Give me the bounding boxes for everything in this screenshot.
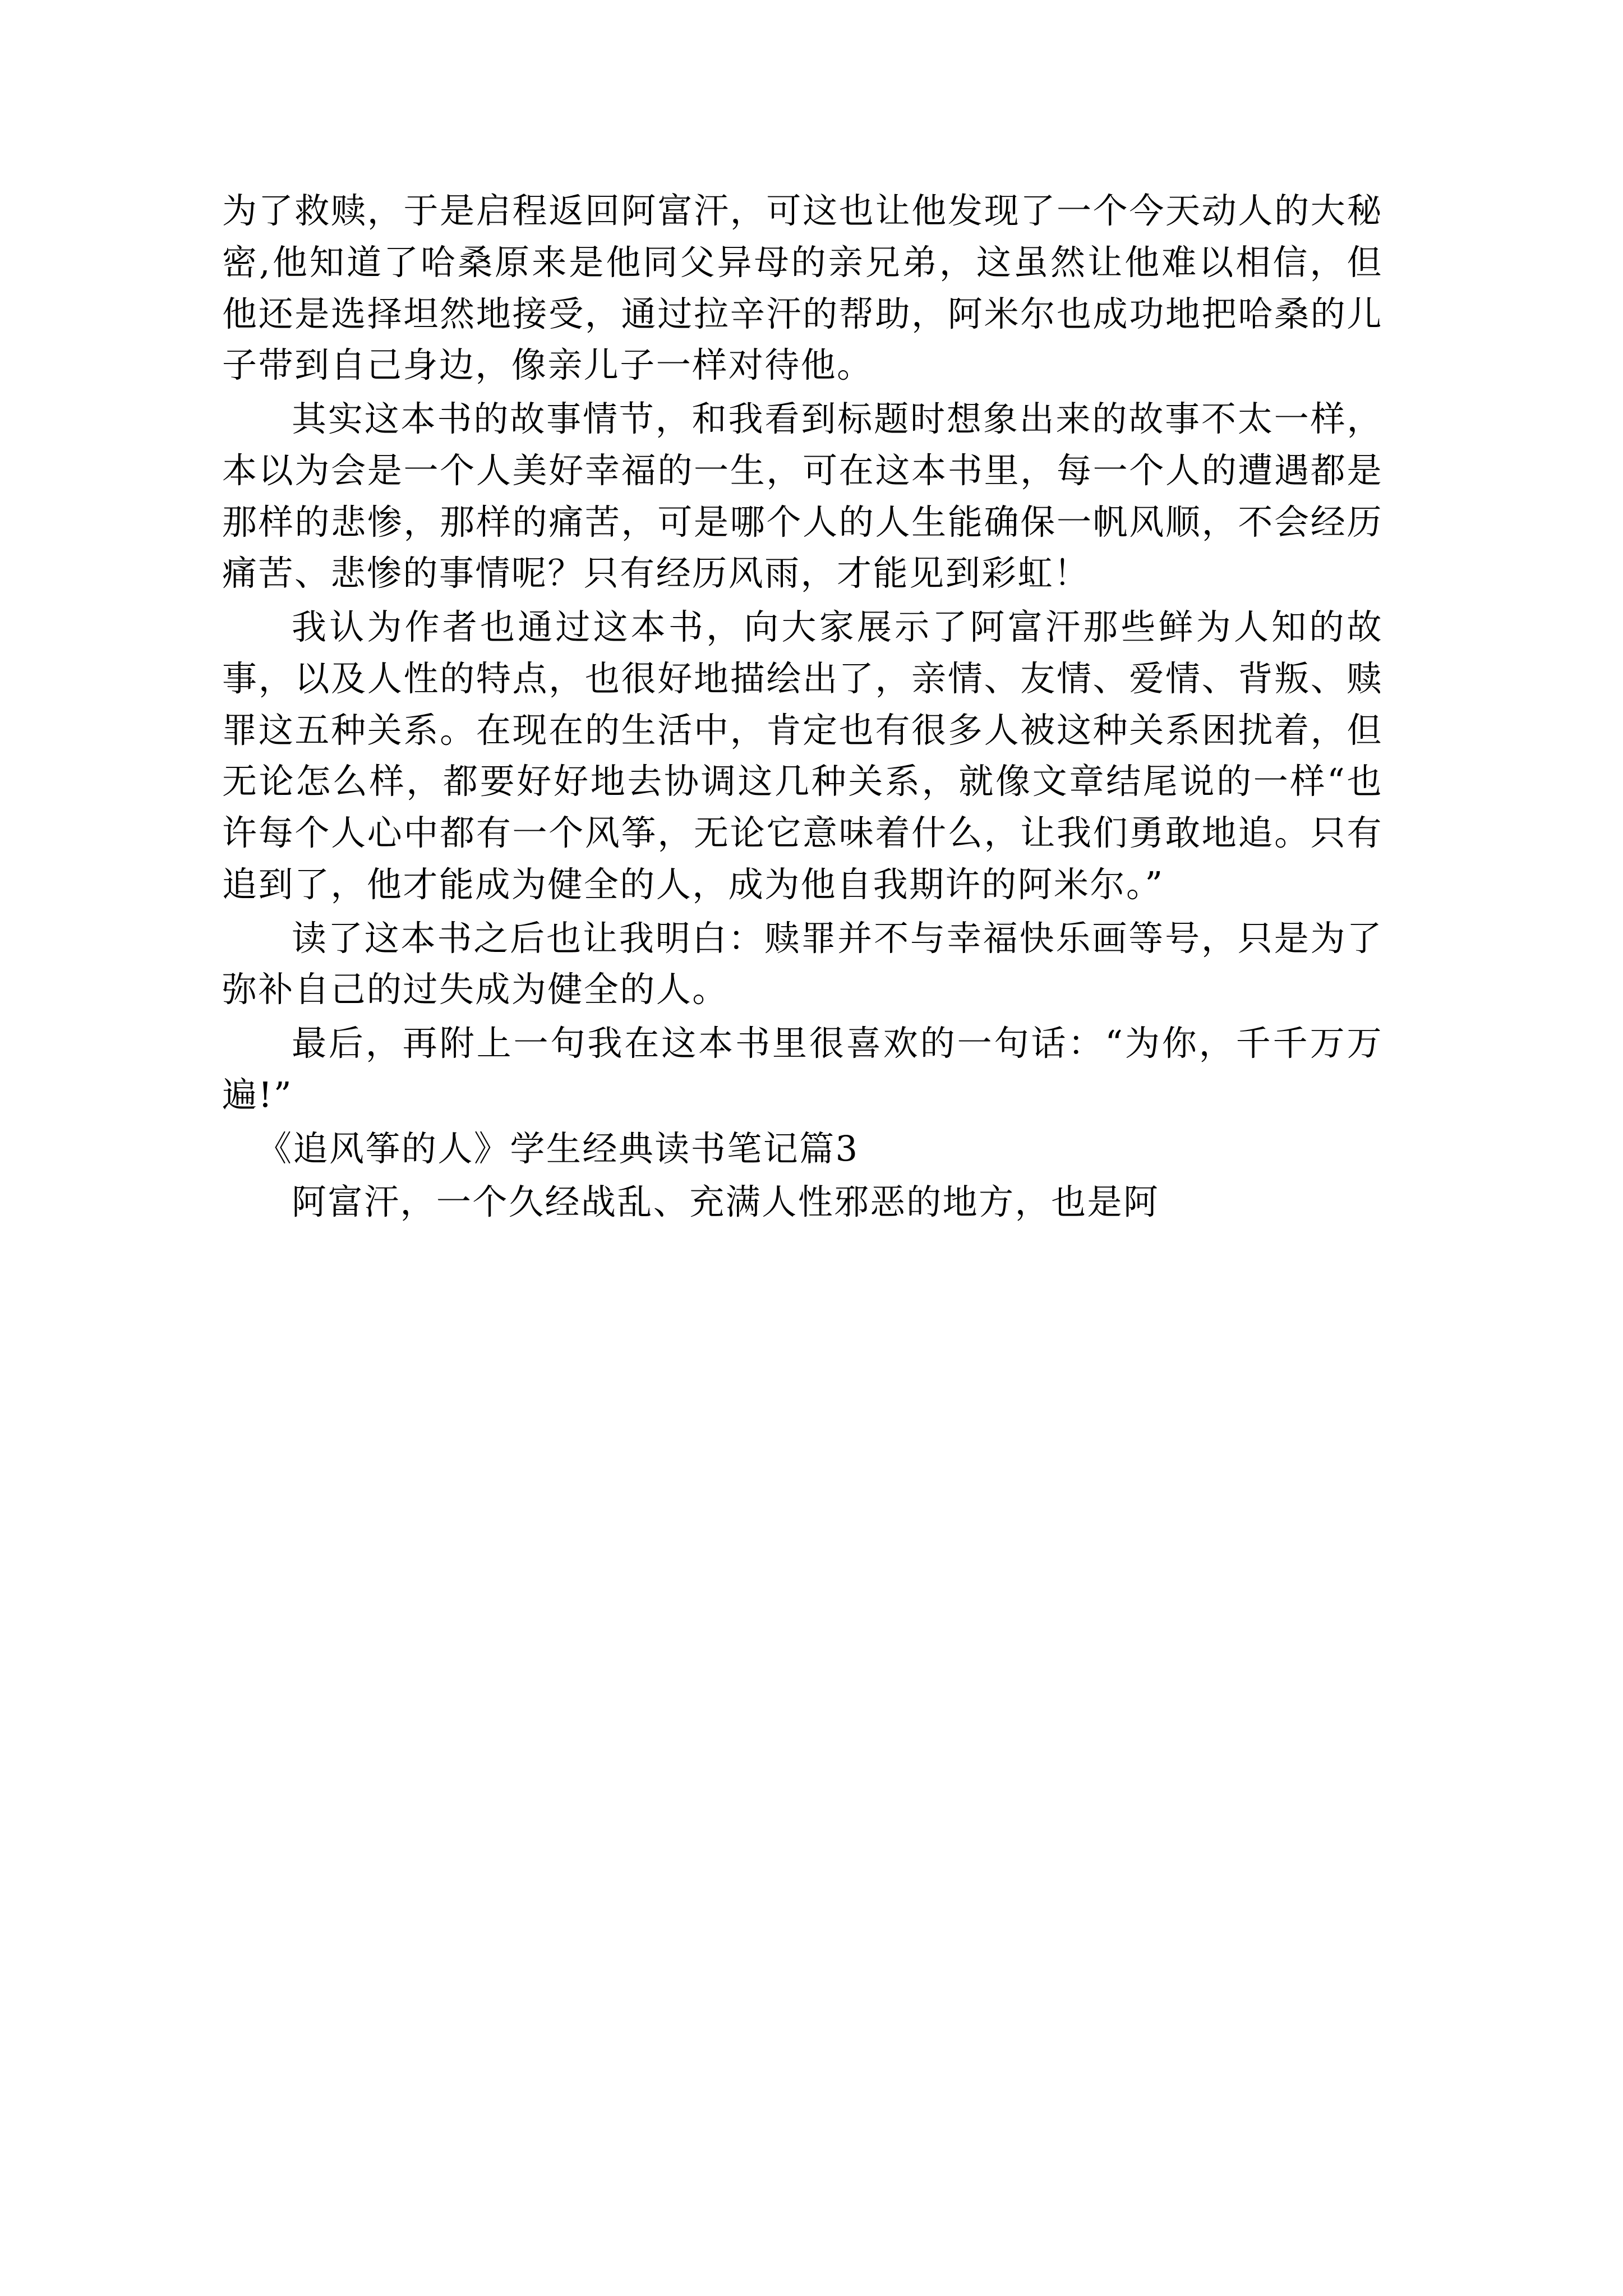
paragraph-2: 其实这本书的故事情节，和我看到标题时想象出来的故事不太一样，本以为会是一个人美好幸福的一生，可在这本书里，每一个人的遭遇都是那样的悲惨，那样的痛苦，可是哪个人的人生能确保一帆风顺，不会经历痛苦、悲惨的事情呢？只有经历风雨，才能见到彩虹！	[222, 398, 1383, 594]
document-body	[222, 185, 1383, 1230]
paragraph-1: 为了救赎，于是启程返回阿富汗，可这也让他发现了一个今天动人的大秘密,他知道了哈桑原来是他同父异母的亲兄弟，这虽然让他难以相信，但他还是选择坦然地接受，通过拉辛汗的帮助，阿米尔也成功地把哈桑的儿子带到自己身边，像亲儿子一样对待他。	[222, 190, 1383, 386]
paragraph-6: 阿富汗，一个久经战乱、充满人性邪恶的地方，也是阿	[292, 1181, 1160, 1223]
paragraph-5: 最后，再附上一句我在这本书里很喜欢的一句话：“为你，千千万万遍!”	[222, 1023, 1383, 1115]
paragraph-4: 读了这本书之后也让我明白：赎罪并不与幸福快乐画等号，只是为了弥补自己的过失成为健全的人。	[222, 917, 1383, 1010]
section-heading: 《追风筝的人》学生经典读书笔记篇3	[257, 1128, 859, 1169]
paragraph-3: 我认为作者也通过这本书，向大家展示了阿富汗那些鲜为人知的故事，以及人性的特点，也很好地描绘出了，亲情、友情、爱情、背叛、赎罪这五种关系。在现在的生活中，肯定也有很多人被这种关系困扰着，但无论怎么样，都要好好地去协调这几种关系，就像文章结尾说的一样“也许每个人心中都有一个风筝，无论它意味着什么，让我们勇敢地追。只有追到了，他才能成为健全的人，成为他自我期许的阿米尔。”	[222, 606, 1383, 905]
